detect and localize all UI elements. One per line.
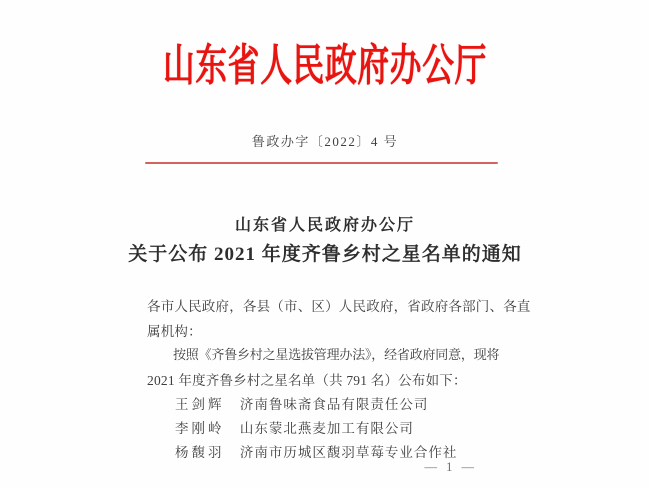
awardee-name: 王剑辉 [175,397,225,412]
awardee-org: 山东蒙北燕麦加工有限公司 [239,421,414,436]
document-number: 鲁政办字〔2022〕4 号 [251,134,399,149]
awardee-row [175,441,457,461]
letterhead [0,30,650,92]
salutation-line-1: 各市人民政府，各县（市、区）人民政府，省政府各部门、各直 [147,299,531,314]
paragraph-line-2: 2021 年度齐鲁乡村之星名单（共 791 名）公布如下： [147,373,467,388]
awardee-org: 济南鲁味斋食品有限责任公司 [239,397,429,412]
red-divider-line [145,162,498,164]
page-number: — 1 — [424,460,477,474]
awardee-row [175,417,414,437]
paragraph-line-1: 按照《齐鲁乡村之星选拔管理办法》，经省政府同意，现将 [173,347,500,362]
awardee-name: 李刚岭 [175,421,225,436]
awardee-org: 济南市历城区馥羽草莓专业合作社 [239,445,458,460]
awardee-row [175,393,428,413]
notice-title-line1: 山东省人民政府办公厅 [234,217,415,234]
notice-title-line2: 关于公布 2021 年度齐鲁乡村之星名单的通知 [128,244,522,265]
salutation-line-2: 属机构： [147,324,202,339]
letterhead-title: 山东省人民政府办公厅 [163,41,487,90]
awardee-name: 杨馥羽 [175,445,225,460]
